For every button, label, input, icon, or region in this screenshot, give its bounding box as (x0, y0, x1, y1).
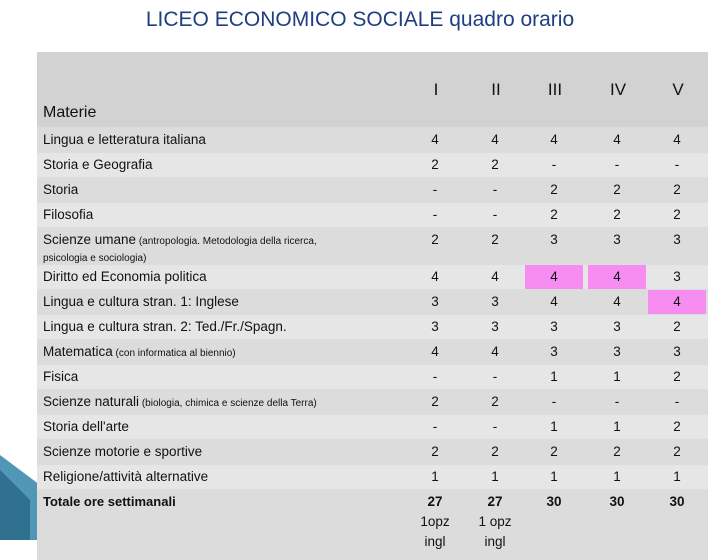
total-hours-cell (525, 492, 583, 512)
hours-cell: - (492, 207, 498, 222)
table-row (37, 415, 708, 439)
hours-cell: 1 (613, 419, 621, 434)
subject-label (43, 369, 78, 384)
hours-cell: 2 (673, 419, 681, 434)
hours-cell: 2 (431, 157, 439, 172)
hours-cell: 4 (491, 132, 499, 147)
hours-cell: 1 (491, 469, 499, 484)
page-title: LICEO ECONOMICO SOCIALE quadro orario (145, 8, 575, 31)
table-row (37, 228, 708, 263)
table-row (37, 440, 708, 464)
hours-cell: 3 (613, 319, 621, 334)
hours-cell: 4 (431, 269, 439, 284)
hours-cell: - (674, 394, 680, 409)
hours-cell: 4 (613, 132, 621, 147)
subject-label (43, 319, 287, 334)
subject-name: Matematica (43, 344, 113, 359)
hours-cell: - (614, 157, 620, 172)
total-value: 30 (609, 494, 625, 509)
hours-cell: 3 (673, 232, 681, 247)
hours-cell: 1 (550, 469, 558, 484)
subject-name: Scienze naturali (43, 394, 140, 409)
subject-note: psicologia e sociologia) (43, 253, 147, 264)
year-header: V (672, 80, 684, 99)
subject-name: Scienze motorie e sportive (43, 444, 203, 459)
subject-name: Religione/attività alternative (43, 469, 209, 484)
table-row (37, 465, 708, 489)
hours-cell: 2 (491, 157, 499, 172)
table-row (37, 315, 708, 339)
total-hours-cell (648, 492, 706, 512)
table-row (37, 390, 708, 414)
hours-cell: 4 (491, 344, 499, 359)
subject-name: Storia dell'arte (43, 419, 129, 434)
hours-cell: 4 (673, 132, 681, 147)
hours-cell: 2 (673, 182, 681, 197)
hours-cell: 3 (550, 344, 558, 359)
hours-cell: 3 (613, 344, 621, 359)
subject-label (43, 344, 236, 359)
hours-cell: 2 (431, 444, 439, 459)
hours-cell: 3 (673, 269, 681, 284)
hours-cell: 4 (550, 294, 558, 309)
table-row (37, 153, 708, 177)
hours-cell: 3 (550, 319, 558, 334)
subject-name: Scienze umane (43, 232, 137, 247)
subject-label (43, 132, 206, 147)
subject-name: Diritto ed Economia politica (43, 269, 207, 284)
total-note: 1opz (420, 514, 450, 529)
hours-cell: 2 (550, 207, 558, 222)
subject-label (43, 294, 239, 309)
total-note: ingl (424, 534, 446, 549)
total-value: 27 (427, 494, 443, 509)
subject-label (43, 207, 93, 222)
hours-cell: 1 (550, 419, 558, 434)
totals-row (37, 490, 708, 560)
subject-label (43, 419, 129, 434)
hours-cell: - (674, 157, 680, 172)
hours-cell: 1 (431, 469, 439, 484)
year-header: I (433, 80, 439, 99)
hours-cell: 2 (550, 444, 558, 459)
total-note: 1 opz (478, 514, 512, 529)
hours-cell: - (551, 394, 557, 409)
subject-label (43, 444, 202, 459)
table-row (37, 365, 708, 389)
hours-cell: 4 (588, 265, 646, 289)
hours-cell: - (432, 369, 438, 384)
year-header: II (491, 80, 501, 99)
hours-cell: 4 (648, 290, 706, 314)
subject-name: Lingua e cultura stran. 1: Inglese (43, 294, 239, 309)
column-header-materie: Materie (43, 104, 97, 121)
totals-label: Totale ore settimanali (43, 494, 176, 509)
hours-cell: 4 (525, 265, 583, 289)
hours-cell: 2 (613, 444, 621, 459)
hours-cell: 2 (491, 444, 499, 459)
hours-cell: 3 (491, 319, 499, 334)
total-value: 27 (487, 494, 503, 509)
hours-cell: - (492, 369, 498, 384)
year-header: III (547, 80, 563, 99)
subject-label (43, 269, 207, 284)
hours-cell: 4 (431, 132, 439, 147)
total-note: ingl (484, 534, 506, 549)
table-row (37, 178, 708, 202)
hours-cell: 1 (613, 369, 621, 384)
hours-cell: 2 (431, 394, 439, 409)
subject-name: Storia (43, 182, 79, 197)
hours-cell: 2 (613, 207, 621, 222)
total-hours-cell (588, 492, 646, 512)
hours-cell: 2 (491, 232, 499, 247)
subject-note: (biologia, chimica e scienze della Terra) (139, 398, 317, 409)
hours-cell: 1 (673, 469, 681, 484)
hours-cell: - (492, 182, 498, 197)
hours-cell: - (492, 419, 498, 434)
total-hours-cell (406, 492, 464, 552)
hours-cell: 2 (550, 182, 558, 197)
table-row (37, 340, 708, 364)
hours-cell: 4 (613, 294, 621, 309)
table-row (37, 265, 708, 289)
decorative-corner-graphic (0, 455, 40, 540)
table-header (37, 52, 708, 127)
hours-cell: 2 (613, 182, 621, 197)
subject-name: Fisica (43, 369, 79, 384)
timetable (37, 52, 708, 549)
hours-cell: 3 (491, 294, 499, 309)
subject-name: Filosofia (43, 207, 94, 222)
hours-cell: 3 (550, 232, 558, 247)
hours-cell: 2 (673, 207, 681, 222)
hours-cell: - (432, 419, 438, 434)
table-row (37, 128, 708, 152)
hours-cell: 3 (431, 294, 439, 309)
total-value: 30 (669, 494, 685, 509)
subject-name: Lingua e letteratura italiana (43, 132, 206, 147)
table-row (37, 203, 708, 227)
hours-cell: 2 (431, 232, 439, 247)
hours-cell: 3 (673, 344, 681, 359)
subject-label (43, 182, 78, 197)
hours-cell: 2 (673, 319, 681, 334)
subject-label (43, 232, 317, 247)
hours-cell: 3 (431, 319, 439, 334)
subject-label (43, 469, 208, 484)
hours-cell: 2 (673, 444, 681, 459)
total-value: 30 (546, 494, 562, 509)
subject-note: (con informatica al biennio) (112, 348, 236, 359)
hours-cell: - (432, 182, 438, 197)
table-row (37, 290, 708, 314)
hours-cell: 4 (491, 269, 499, 284)
hours-cell: - (614, 394, 620, 409)
year-header: IV (609, 80, 627, 99)
hours-cell: 4 (550, 132, 558, 147)
hours-cell: 3 (613, 232, 621, 247)
subject-note: (antropologia. Metodologia della ricerca, (136, 236, 317, 247)
subject-label (43, 157, 153, 172)
hours-cell: - (432, 207, 438, 222)
hours-cell: 4 (431, 344, 439, 359)
subject-name: Lingua e cultura stran. 2: Ted./Fr./Spagn. (43, 319, 287, 334)
hours-cell: 2 (673, 369, 681, 384)
subject-label (43, 394, 317, 409)
hours-cell: 1 (550, 369, 558, 384)
hours-cell: 2 (491, 394, 499, 409)
hours-cell: - (551, 157, 557, 172)
subject-name: Storia e Geografia (43, 157, 153, 172)
hours-cell: 1 (613, 469, 621, 484)
total-hours-cell (466, 492, 524, 552)
